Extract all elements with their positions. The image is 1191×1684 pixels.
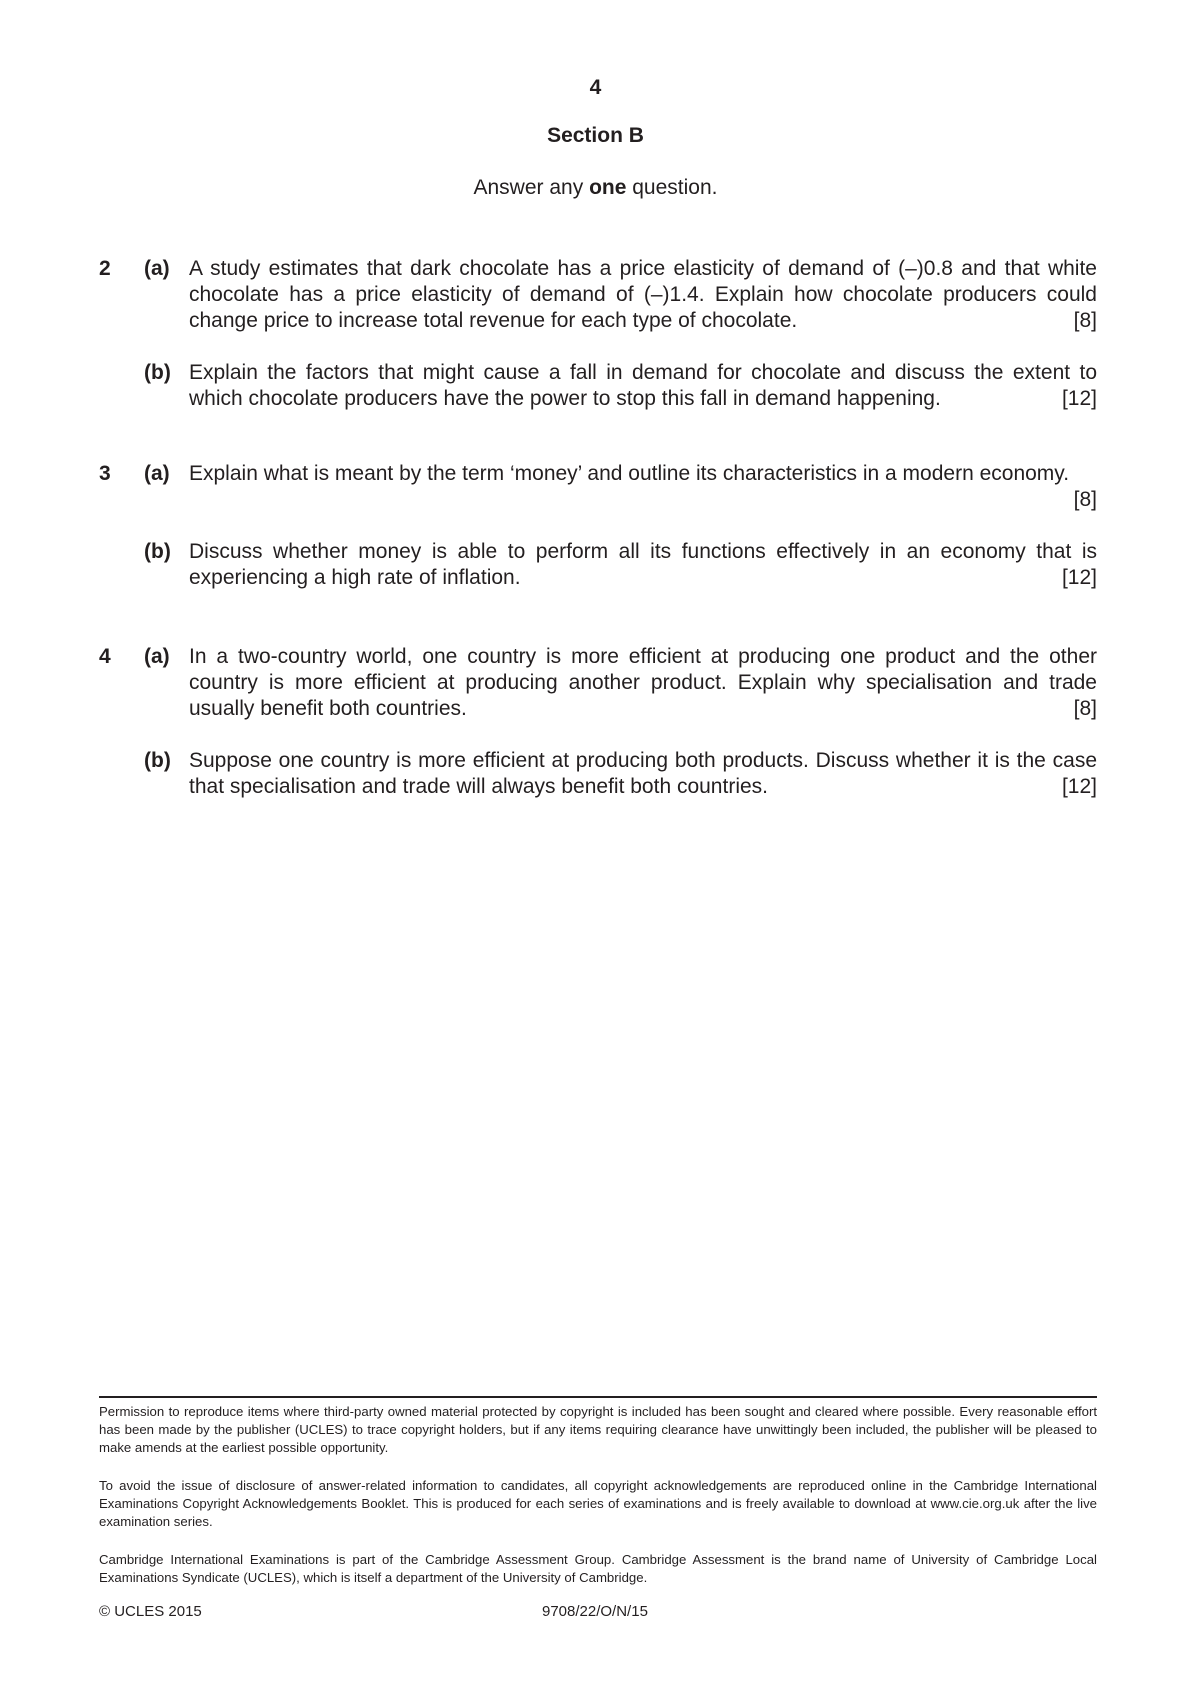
footer-cambridge-paragraph: Cambridge International Examinations is part of the Cambridge Assessment Group. Cambridge Assessment is the brand name of University of Cambridge Local Examinations Syndicate (UCLES), which is itself a department of the University of Cambridge.	[99, 1552, 1097, 1585]
footer-rule	[99, 1396, 1097, 1398]
part-label: (b)	[144, 749, 171, 772]
paper-code: 9708/22/O/N/15	[542, 1603, 648, 1620]
footer-permission-paragraph: Permission to reproduce items where third-party owned material protected by copyright is included has been sought and cleared where possible. Every reasonable effort has been made by the publisher (UCLES) to trace copyright holders, but if any items requiring clearance have unwittingly been included, the publisher will be pleased to make amends at the earliest possible opportunity.	[99, 1404, 1097, 1455]
part-text	[189, 461, 1097, 513]
copyright-notice: © UCLES 2015	[99, 1603, 202, 1620]
question-3	[99, 461, 1097, 601]
part-body: Suppose one country is more efficient at producing both products. Discuss whether it is the case that specialisation and trade will always benefit both countries.	[189, 749, 1097, 798]
part-body: Explain what is meant by the term ‘money’ and outline its characteristics in a modern economy.	[189, 462, 1070, 485]
part-marks: [8]	[1073, 697, 1097, 720]
part-body: A study estimates that dark chocolate has a price elasticity of demand of (–)0.8 and that white chocolate has a price elasticity of demand of (–)1.4. Explain how chocolate producers could change price to increase total revenue for each type of chocolate.	[189, 257, 1097, 332]
instruction-after: question.	[626, 176, 718, 199]
part-marks: [8]	[1073, 309, 1097, 332]
instruction-emphasis: one	[589, 176, 627, 199]
question-4	[99, 644, 1097, 804]
footer-acknowledgements-paragraph: To avoid the issue of disclosure of answer-related information to candidates, all copyright acknowledgements are reproduced online in the Cambridge International Examinations Copyright Acknowledgements Booklet. This is produced for each series of examinations and is freely available to download at www.cie.org.uk after the live examination series.	[99, 1478, 1097, 1529]
instruction	[0, 176, 1191, 200]
part-text	[189, 644, 1097, 722]
question-number: 2	[99, 257, 111, 280]
part-body: In a two-country world, one country is more efficient at producing one product and the other country is more efficient at producing another product. Explain why specialisation and trade usually benefit both countries.	[189, 645, 1097, 720]
part-text	[189, 256, 1097, 334]
part-body: Discuss whether money is able to perform all its functions effectively in an economy that is experiencing a high rate of inflation.	[189, 540, 1097, 589]
part-label: (a)	[144, 462, 170, 485]
part-text	[189, 539, 1097, 591]
part-body: Explain the factors that might cause a fall in demand for chocolate and discuss the extent to which chocolate producers have the power to stop this fall in demand happening.	[189, 361, 1097, 410]
part-label: (a)	[144, 645, 170, 668]
part-marks: [12]	[1061, 775, 1097, 798]
part-text	[189, 748, 1097, 800]
question-2	[99, 256, 1097, 410]
part-marks: [8]	[1073, 488, 1097, 511]
part-text	[189, 360, 1097, 412]
part-marks: [12]	[1061, 566, 1097, 589]
question-number: 3	[99, 462, 111, 485]
part-marks: [12]	[1061, 387, 1097, 410]
part-label: (b)	[144, 540, 171, 563]
part-label: (b)	[144, 361, 171, 384]
part-label: (a)	[144, 257, 170, 280]
question-number: 4	[99, 645, 111, 668]
page-number: 4	[589, 76, 602, 99]
instruction-before: Answer any	[473, 176, 590, 199]
section-title: Section B	[547, 124, 644, 147]
